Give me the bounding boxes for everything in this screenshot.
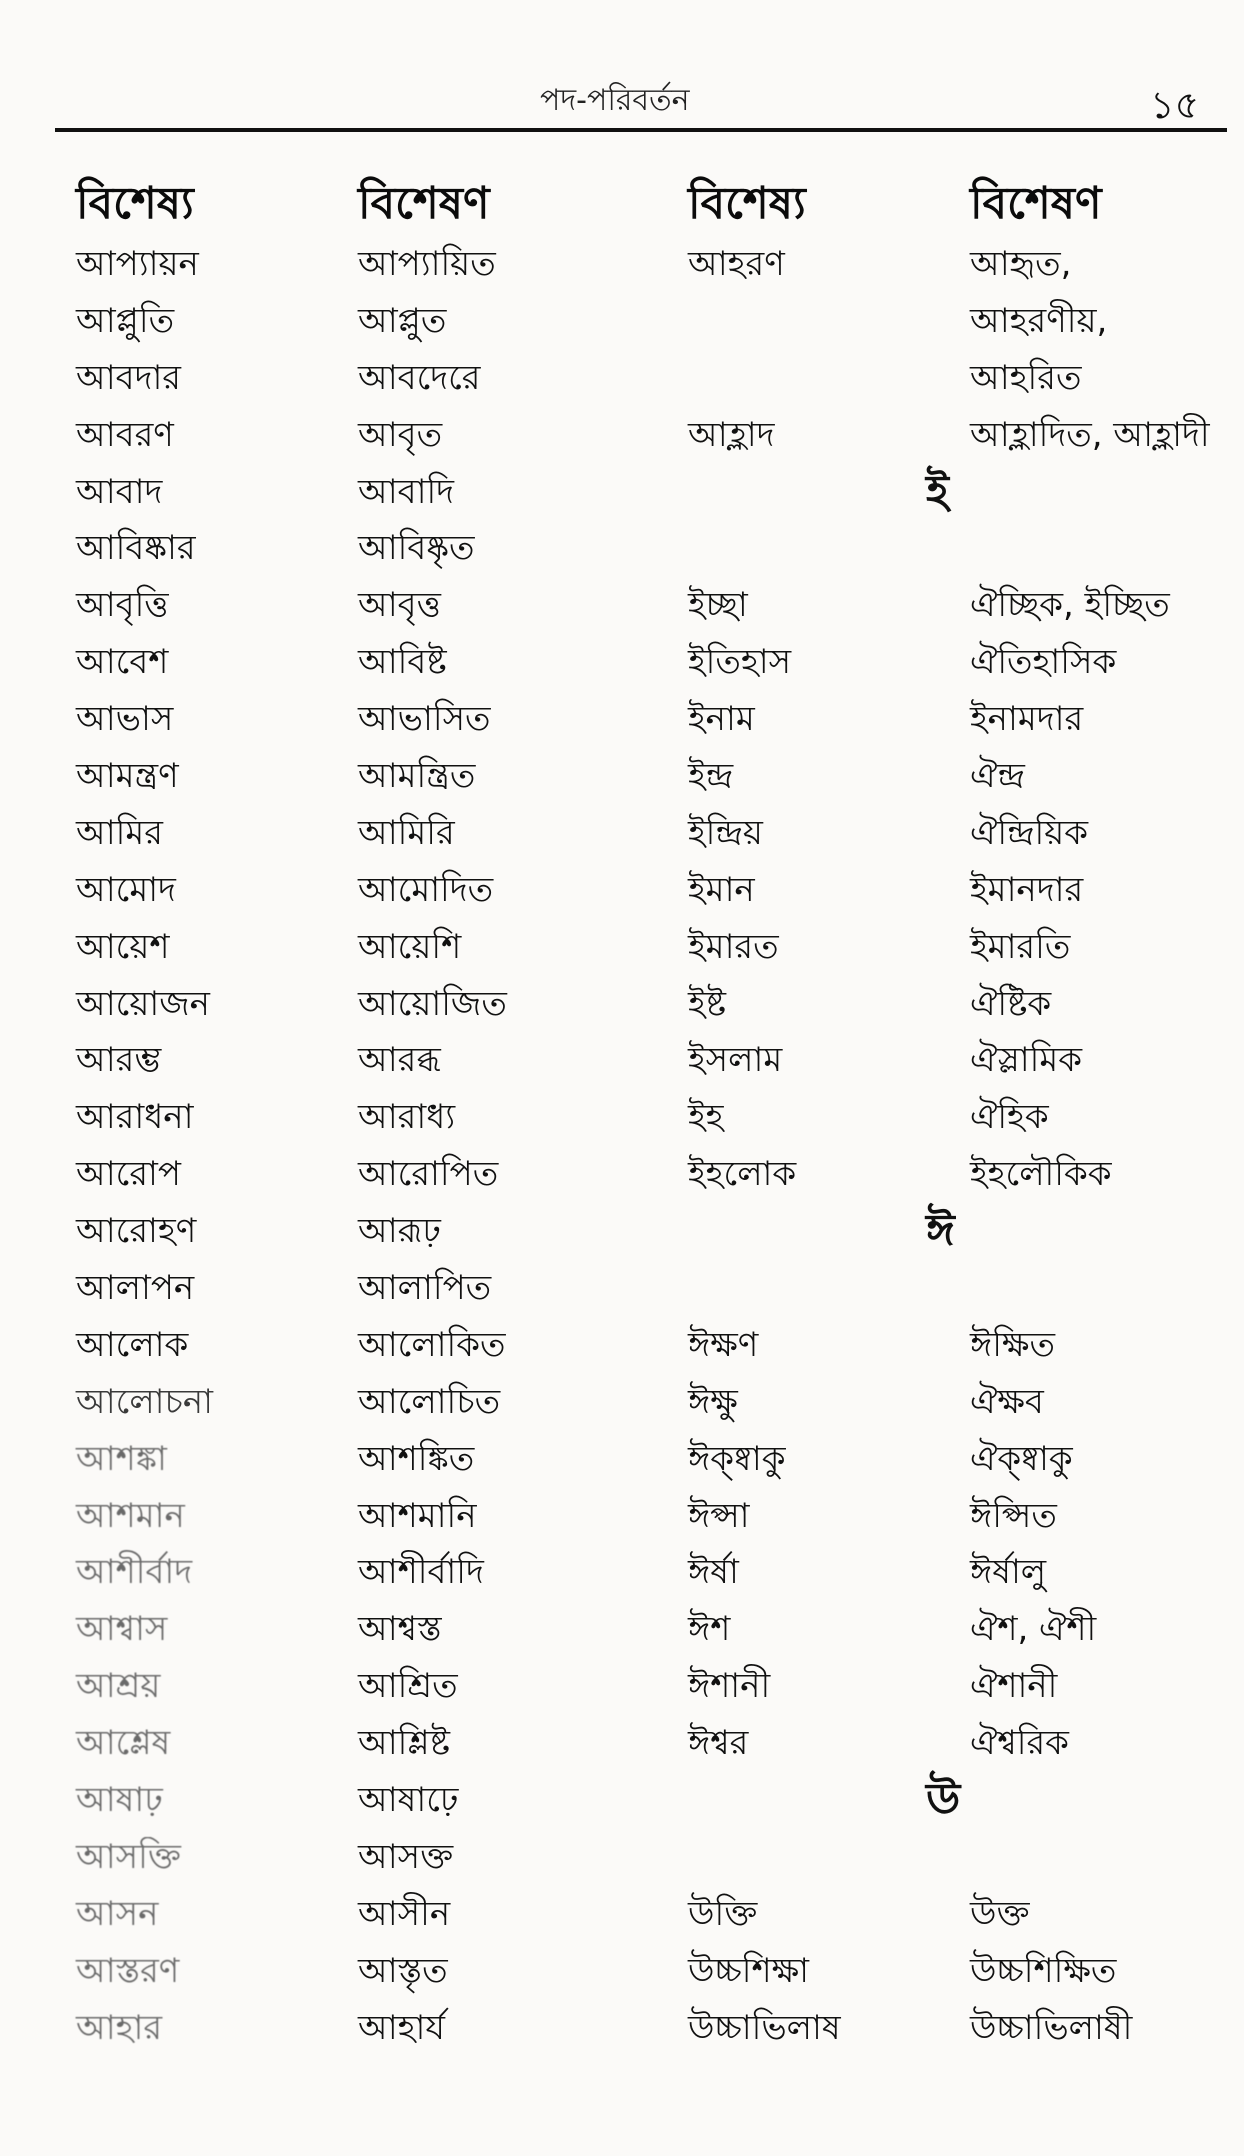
table-row: [0, 1658, 1244, 1715]
adjective-left: আরোপিত: [358, 1154, 499, 1195]
noun-left: আস্তরণ: [76, 1950, 180, 1991]
noun-left: আবেশ: [76, 642, 169, 683]
adjective-right: আহরণীয়,: [970, 300, 1108, 341]
adjective-left: আরব্ধ: [358, 1040, 441, 1081]
section-letter: ঈ: [926, 1205, 955, 1257]
adjective-right: ঐতিহাসিক: [970, 642, 1117, 683]
adjective-right: ঈক্ষিত: [970, 1324, 1055, 1365]
noun-right: ইমারত: [688, 926, 779, 967]
table-row: [0, 1317, 1244, 1374]
table-row: [0, 293, 1244, 350]
noun-left: আমোদ: [76, 869, 176, 910]
adjective-left: আবিষ্ট: [358, 642, 447, 683]
noun-left: আবরণ: [76, 414, 174, 455]
section-letter: ই: [926, 465, 949, 517]
noun-right: ঈর্ষা: [688, 1552, 739, 1593]
table-row: [0, 1488, 1244, 1545]
table-row: [0, 805, 1244, 862]
adjective-left: আমোদিত: [358, 869, 494, 910]
noun-right: আহরণ: [688, 244, 785, 284]
table-row: [0, 634, 1244, 691]
adjective-right: ঐন্দ্র: [970, 756, 1025, 797]
adjective-left: আহার্য: [358, 2007, 445, 2048]
noun-left: আসক্তি: [76, 1836, 181, 1877]
adjective-left: আসীন: [358, 1893, 451, 1934]
noun-left: আশ্রয়: [76, 1666, 161, 1707]
noun-left: আপ্যায়ন: [76, 244, 199, 284]
column-header-noun-left: বিশেষ্য: [76, 178, 194, 229]
noun-right: উচ্চাভিলাষ: [688, 2007, 841, 2048]
adjective-right: ঐশ্বরিক: [970, 1723, 1069, 1764]
table-row: [0, 919, 1244, 976]
noun-right: ঈপ্সা: [688, 1495, 750, 1536]
noun-right: ইহ: [688, 1097, 724, 1138]
adjective-left: আবৃত: [358, 414, 443, 455]
adjective-left: আস্তৃত: [358, 1950, 448, 1991]
table-row: [0, 464, 1244, 521]
noun-left: আমির: [76, 812, 163, 853]
adjective-left: আপ্যায়িত: [358, 244, 496, 284]
adjective-right: ঐষ্টিক: [970, 983, 1052, 1024]
section-letter: উ: [926, 1774, 961, 1826]
noun-right: ইন্দ্র: [688, 756, 734, 797]
adjective-right: উচ্চাভিলাষী: [970, 2007, 1133, 2048]
table-row: [0, 1203, 1244, 1260]
adjective-left: আয়োজিত: [358, 983, 507, 1024]
noun-left: আলাপন: [76, 1268, 195, 1309]
table-row: [0, 407, 1244, 464]
adjective-left: আলোচিত: [358, 1381, 501, 1422]
table-row: [0, 1601, 1244, 1658]
adjective-right: ঈপ্সিত: [970, 1495, 1057, 1536]
adjective-right: ঐচ্ছিক, ইচ্ছিত: [970, 585, 1170, 626]
adjective-left: আশ্রিত: [358, 1666, 458, 1707]
table-row: [0, 520, 1244, 577]
adjective-right: ঐক্ষব: [970, 1381, 1044, 1422]
adjective-right: ইনামদার: [970, 699, 1084, 740]
adjective-left: আপ্লুত: [358, 300, 447, 341]
adjective-right: আহৃত,: [970, 244, 1072, 284]
running-title: পদ-পরিবর্তন: [540, 83, 690, 118]
noun-left: আমন্ত্রণ: [76, 756, 179, 797]
adjective-left: আয়েশি: [358, 926, 462, 967]
table-row: [0, 748, 1244, 805]
noun-right: ইসলাম: [688, 1040, 783, 1081]
noun-right: ইন্দ্রিয়: [688, 812, 763, 853]
noun-right: ঈক্ষু: [688, 1381, 738, 1422]
noun-right: উক্তি: [688, 1893, 758, 1934]
adjective-left: আশঙ্কিত: [358, 1438, 475, 1479]
table-row: [0, 1374, 1244, 1431]
noun-left: আয়েশ: [76, 926, 170, 967]
adjective-left: আমিরি: [358, 812, 455, 853]
adjective-left: আষাঢ়ে: [358, 1780, 459, 1821]
adjective-right: ইহলৌকিক: [970, 1154, 1112, 1195]
adjective-left: আবৃত্ত: [358, 585, 441, 626]
noun-right: ইনাম: [688, 699, 755, 740]
table-row: [0, 2000, 1244, 2057]
column-header-adjective-right: বিশেষণ: [970, 178, 1102, 229]
adjective-left: আশীর্বাদি: [358, 1552, 484, 1593]
adjective-right: ইমানদার: [970, 869, 1084, 910]
table-row: [0, 577, 1244, 634]
table-row: [0, 1260, 1244, 1317]
noun-right: ইমান: [688, 869, 755, 910]
noun-right: ঈক্ষণ: [688, 1324, 759, 1365]
column-header-noun-right: বিশেষ্য: [688, 178, 806, 229]
adjective-left: আসক্ত: [358, 1836, 454, 1877]
table-row: [0, 1544, 1244, 1601]
noun-right: আহ্লাদ: [688, 414, 775, 455]
table-row: [0, 1032, 1244, 1089]
adjective-left: আবিষ্কৃত: [358, 528, 475, 569]
adjective-left: আশ্বস্ত: [358, 1609, 442, 1650]
noun-right: ইচ্ছা: [688, 585, 748, 626]
adjective-right: ঐন্দ্রিয়িক: [970, 812, 1089, 853]
noun-left: আরম্ভ: [76, 1040, 162, 1081]
noun-left: আয়োজন: [76, 983, 210, 1024]
adjective-left: আরাধ্য: [358, 1097, 456, 1138]
adjective-left: আভাসিত: [358, 699, 491, 740]
adjective-right: ঐশ, ঐশী: [970, 1609, 1097, 1650]
noun-left: আভাস: [76, 699, 174, 740]
noun-right: ঈক্ষ্বাকু: [688, 1438, 786, 1479]
table-row: [0, 236, 1244, 293]
table-row: [0, 862, 1244, 919]
table-row: [0, 691, 1244, 748]
adjective-right: আহরিত: [970, 357, 1082, 398]
page-number: ১৫: [1150, 83, 1200, 127]
noun-right: ঈশ্বর: [688, 1723, 749, 1764]
noun-left: আলোক: [76, 1324, 189, 1365]
noun-left: আশ্লেষ: [76, 1723, 171, 1764]
noun-left: আরোহণ: [76, 1211, 197, 1252]
noun-left: আশঙ্কা: [76, 1438, 167, 1479]
adjective-right: ঐশানী: [970, 1666, 1058, 1707]
adjective-right: উক্ত: [970, 1893, 1030, 1934]
table-row: [0, 1431, 1244, 1488]
noun-right: ইষ্ট: [688, 983, 727, 1024]
noun-left: আসন: [76, 1893, 159, 1934]
noun-left: আরোপ: [76, 1154, 181, 1195]
noun-left: আশ্বাস: [76, 1609, 168, 1650]
adjective-left: আলোকিত: [358, 1324, 506, 1365]
noun-left: আলোচনা: [76, 1381, 214, 1422]
column-header-adjective-left: বিশেষণ: [358, 178, 490, 229]
table-row: [0, 976, 1244, 1033]
adjective-left: আবদেরে: [358, 357, 481, 398]
adjective-left: আলাপিত: [358, 1268, 492, 1309]
adjective-left: আবাদি: [358, 471, 455, 512]
adjective-right: ঈর্ষালু: [970, 1552, 1047, 1593]
adjective-left: আশমানি: [358, 1495, 477, 1536]
adjective-left: আমন্ত্রিত: [358, 756, 476, 797]
noun-left: আহার: [76, 2007, 163, 2048]
adjective-right: ঐক্ষ্বাকু: [970, 1438, 1073, 1479]
table-row: [0, 1772, 1244, 1829]
adjective-right: ঐহিক: [970, 1097, 1049, 1138]
noun-left: আবাদ: [76, 471, 163, 512]
table-row: [0, 350, 1244, 407]
noun-right: ঈশানী: [688, 1666, 771, 1707]
adjective-right: আহ্লাদিত, আহ্লাদী: [970, 414, 1210, 455]
header-rule: [55, 128, 1227, 132]
table-row: [0, 1715, 1244, 1772]
noun-right: উচ্চশিক্ষা: [688, 1950, 810, 1991]
noun-right: ইহলোক: [688, 1154, 797, 1195]
noun-left: আশমান: [76, 1495, 185, 1536]
noun-left: আপ্লুতি: [76, 300, 175, 341]
noun-right: ইতিহাস: [688, 642, 792, 683]
noun-left: আরাধনা: [76, 1097, 194, 1138]
adjective-left: আশ্লিষ্ট: [358, 1723, 450, 1764]
adjective-right: ইমারতি: [970, 926, 1071, 967]
table-row: [0, 1146, 1244, 1203]
noun-left: আবৃত্তি: [76, 585, 169, 626]
noun-left: আবিষ্কার: [76, 528, 196, 569]
table-row: [0, 1886, 1244, 1943]
adjective-right: ঐস্লামিক: [970, 1040, 1082, 1081]
table-row: [0, 1089, 1244, 1146]
noun-right: ঈশ: [688, 1609, 731, 1650]
table-row: [0, 1943, 1244, 2000]
table-row: [0, 1829, 1244, 1886]
adjective-left: আরূঢ়: [358, 1211, 441, 1252]
word-table: [0, 236, 1244, 2057]
noun-left: আশীর্বাদ: [76, 1552, 193, 1593]
adjective-right: উচ্চশিক্ষিত: [970, 1950, 1117, 1991]
noun-left: আবদার: [76, 357, 182, 398]
noun-left: আষাঢ়: [76, 1780, 163, 1821]
